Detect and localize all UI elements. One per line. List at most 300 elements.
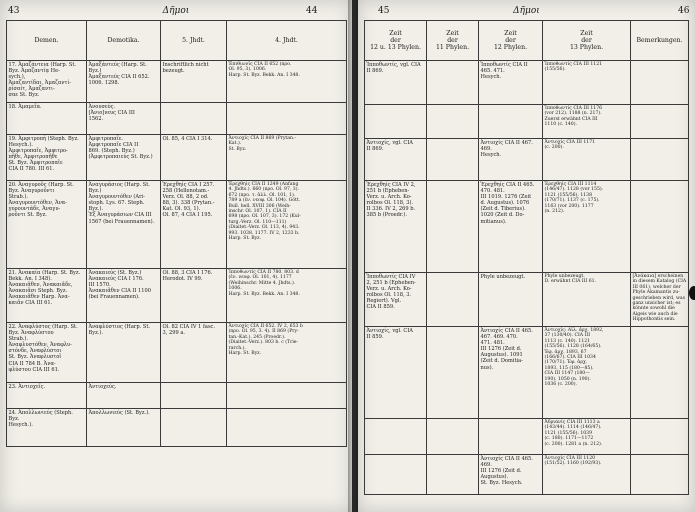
phylen-12-cell [479, 273, 543, 327]
cell-text: Ἐρεχθηίς CIA II 1249 (Anfang [228, 182, 299, 187]
cell-text: γυρουντάδε, Ἀναγυ- [8, 206, 61, 213]
cell-text: St. Byz. [228, 146, 247, 152]
demen-cell [7, 409, 87, 447]
cell-text: ganz unsicher ist; es [632, 301, 681, 307]
cell-text: 1020 (Zeit d. Do- [480, 212, 525, 219]
cell-text: Ἐφ. ἀρχ. 1893, 67 [544, 349, 587, 355]
header-text: der [505, 37, 516, 44]
cell-text: Zuerst erwähnt CIA III [544, 116, 598, 122]
cell-text: Phyle Akamantis zu- [632, 290, 680, 296]
cell-text: rolbos Ol. 118, 3). [366, 200, 414, 207]
cell-text: (155/56). 1128 (164/65). [544, 344, 602, 350]
phylen-13-cell [543, 273, 631, 327]
demotika-cell [87, 181, 161, 269]
header-text: der [447, 37, 458, 44]
cell-text: Ἀνακαιᾶθεν CIA II 1100 [88, 288, 152, 295]
cell-text: (προ. Ol. 95, 3. 4). II 869 (Pry- [228, 329, 299, 335]
phylen-12-cell [479, 419, 543, 455]
jh4-cell [227, 103, 347, 135]
cell-text: Ἀντιοχίς CIA II 652. IV 2, 653 b [228, 324, 303, 329]
table-row [365, 455, 689, 495]
jh4-cell [227, 383, 347, 409]
cell-text: Aigeis wie auch die [632, 311, 678, 317]
column-header [631, 21, 689, 61]
demen-cell [7, 135, 87, 181]
phylen-13-cell [543, 455, 631, 495]
cell-text: Ἀντιοχίς, vgl. CIA [366, 328, 413, 334]
jh4-cell [227, 409, 347, 447]
bemerkungen-cell [631, 105, 689, 139]
cell-text: d. Augustus). 1076 [480, 200, 530, 207]
cell-text: Ἀναγυρουντόθεν, Ἀνα- [8, 200, 67, 207]
phylen-13-cell [543, 327, 631, 419]
cell-text: Ἀμαξάντεύς (Harp. St. [88, 62, 147, 68]
cell-text: mitianus). [480, 218, 507, 225]
cell-text: 23. Ἀντιοχεῖς. [8, 384, 46, 390]
table-row [365, 181, 689, 273]
cell-text: Ἀντιοχίς: Αἰλ. ἀρχ. 1892, [544, 328, 604, 333]
cell-text: Ἐρεχθηίς CIA III 1114 [544, 182, 597, 187]
cell-text: Ἀντιοχεύς. [88, 384, 117, 390]
cell-text: 1121 (155/56). 1039 [544, 430, 593, 436]
header-text: der [390, 37, 401, 44]
cell-text: 2, 251 b (Epheben- [366, 280, 416, 287]
demotika-cell [87, 323, 161, 383]
column-header: Demotika. [87, 21, 161, 61]
cell-text: Inschriftlich nicht [162, 62, 209, 68]
cell-text: Ἀντιοχίς, vgl. CIA [366, 140, 413, 146]
table-row [7, 409, 347, 447]
cell-text: (ἐν. νεοφ. Ol. 101, 4). 1177 [228, 275, 292, 281]
header-text: 13 Phylen. [569, 44, 604, 51]
jh5-cell [161, 61, 227, 103]
jh4-cell [227, 269, 347, 323]
cell-text: Byz.) [88, 188, 102, 195]
table-row [365, 61, 689, 105]
cell-text: (Zeit d. Domitia- [480, 358, 523, 365]
demen-cell [7, 269, 87, 323]
cell-text: 869. (Steph. Byz.) [88, 148, 135, 155]
header-text: 12 u. 13 Phylen. [370, 44, 421, 51]
cell-text: Verz. Ol. 88, 2 od. [162, 194, 209, 201]
phylen-11-cell [427, 105, 479, 139]
table-row [7, 181, 347, 269]
cell-text: (Zeit d. Tiberius). [480, 206, 526, 213]
page-number: 44 [306, 6, 318, 16]
phylen-11-cell [427, 419, 479, 455]
cell-text: (c. 180). 1171—1172 [544, 436, 594, 442]
cell-text: Ἀμφιτροπαῖε, Ἀμφιτρο- [8, 148, 68, 155]
demotika-cell [87, 103, 161, 135]
jh5-cell [161, 323, 227, 383]
table-header [365, 21, 689, 61]
cell-text: Ἀμαζαντίδαι, Ἀμαζαντί- [8, 80, 72, 87]
cell-text: Ἀνακαιᾶσι Steph. Byz. [8, 288, 68, 295]
cell-text: Byz.). [88, 330, 104, 337]
cell-text: Ἐρεχθηίς CIA I 257. [162, 182, 215, 188]
cell-text: 20. Ἀναγυροῦς (Harp. St. [8, 182, 74, 188]
cell-text: Harp. St. Byz. [228, 351, 262, 357]
cell-text: D. erwähnt CIA III 61. [544, 279, 597, 285]
cell-text: Harp. St. Byz. Bekk. An. I 348. [228, 72, 300, 78]
demotika-cell [87, 409, 161, 447]
cell-text: στόνδε, Ἀναφλύστοι [8, 348, 62, 355]
cell-text: Verz. u. Arch. Ko- [366, 194, 412, 201]
cell-text: Ἀμφιτροπαῖε CIA II [88, 142, 139, 149]
cell-text: 258 (Hellenotam.- [162, 188, 210, 195]
column-header: 4. Jhdt. [227, 21, 347, 61]
cell-text: Ἱπποθωντίς CIA II [480, 62, 528, 68]
cell-text: (166/67). CIA III 1034 [544, 355, 596, 361]
phylen-13-cell [543, 105, 631, 139]
cell-text: rolbos Ol. 118, 3. [366, 292, 412, 299]
page-number: 46 [678, 6, 690, 16]
cell-text: Ἀνακαιᾶθεν, Ἀνακαιᾶδε, [8, 282, 73, 289]
cell-text: Byz.). [88, 206, 104, 213]
cell-text: 1163 (vor 200). 1177 [544, 203, 594, 209]
jh5-cell [161, 269, 227, 323]
header-text: Zeit [389, 30, 402, 37]
phylen-11-cell [427, 61, 479, 105]
demen-table [6, 20, 347, 447]
jh5-cell [161, 135, 227, 181]
cell-text: (c. 200). [544, 145, 564, 151]
phylen-12-13-cell [365, 61, 427, 105]
table-row [365, 327, 689, 419]
cell-text: ρίσαίτ, Ἀμαζαντι- [8, 86, 55, 93]
cell-text: Hesych.). [8, 422, 33, 429]
cell-text: (151/52). 1160 (192/93). [544, 461, 602, 467]
running-head-left [6, 6, 346, 20]
cell-text: Ἱπποθωντίς CIA III 1121 [544, 62, 603, 67]
cell-text: (143/44). 1114 (146/47). [544, 425, 602, 431]
cell-text: (n. 212). [544, 209, 565, 215]
cell-text: 465. 471. [480, 68, 505, 75]
table-row [7, 103, 347, 135]
cell-text: Ἀνακαιᾶθεν Harp. Ἀνα- [8, 294, 70, 301]
phylen-table [364, 20, 689, 495]
jh4-cell [227, 323, 347, 383]
header-text: 12 Phylen. [493, 44, 528, 51]
phylen-12-cell [479, 327, 543, 419]
cell-text: [Ἀνιο]νευς CIA III [88, 110, 135, 117]
column-header [365, 21, 427, 61]
header-text: Zeit [504, 30, 517, 37]
running-title: Δῆμοι [162, 6, 190, 16]
cell-text: Byz.) [88, 68, 102, 75]
cell-text: CIA II 784 B. Ἀνα- [8, 360, 56, 367]
cell-text: St. Byz. Ἀναφλυστοῖ [8, 354, 62, 361]
phylen-11-cell [427, 327, 479, 419]
cell-text: sych.), [8, 74, 26, 81]
cell-text: III 1276 (Zeit d. [480, 346, 522, 353]
cell-text: Augustus). 1091 [480, 352, 523, 359]
phylen-13-cell [543, 181, 631, 273]
phylen-12-cell [479, 105, 543, 139]
cell-text: 88, 3). 338 (Prytan.- [162, 200, 215, 207]
cell-text: Ἀνουσεύς. [88, 104, 116, 110]
demen-cell [7, 103, 87, 135]
column-header: 5. Jhdt. [161, 21, 227, 61]
right-page [358, 0, 695, 512]
table-row [365, 419, 689, 455]
bemerkungen-cell [631, 139, 689, 181]
cell-text: Ἐρεχθηίς CIA IV 2, [366, 182, 416, 188]
cell-text: inschr. Ol. 107, 1). CIA II [228, 209, 287, 215]
cell-text: (155/56). [544, 67, 566, 73]
bemerkungen-cell [631, 273, 689, 327]
cell-text: bezeugt. [162, 68, 185, 75]
column-header [543, 21, 631, 61]
cell-text: Ἀναγυρουντόθεν (Ari- [88, 194, 145, 201]
cell-text: Verz. u. Arch. Ko- [366, 286, 412, 293]
cell-text: CIA III 1147 (180— [544, 371, 590, 377]
cell-text: (Weihinschr. Mitte 4. Jhdts.). [228, 280, 296, 286]
demen-cell [7, 383, 87, 409]
cell-text: 19. Ἀμφιτροπή (Steph. Byz. [8, 136, 79, 142]
cell-text: Bull. hell. XVIII 306 (Weih- [228, 203, 291, 209]
cell-text: III 061), welcher der [632, 284, 681, 290]
cell-text: II 859. [366, 334, 384, 341]
cell-text: 789 a (ἐν. νεοφ. Ol. 104). Gött. [228, 198, 301, 204]
table-row [365, 105, 689, 139]
jh4-cell [227, 61, 347, 103]
cell-text: Hesych.). [8, 142, 33, 149]
phylen-11-cell [427, 273, 479, 327]
cell-text: Augustus). [480, 474, 509, 481]
cell-text: CIA II 780. III 61. [8, 166, 55, 173]
demotika-cell [87, 61, 161, 103]
cell-text: St. Byz. Hesych. [480, 480, 523, 487]
cell-text: 1110 (c. 140). [544, 122, 577, 128]
cell-text: 18. Ἀμαμεῖα. [8, 104, 42, 110]
phylen-12-13-cell [365, 327, 427, 419]
cell-text: Bekk. An. I 348). [8, 276, 52, 283]
cell-text: Ol. 85, 4 CIA I 314. [162, 136, 213, 142]
header-text: Zeit [580, 30, 593, 37]
cell-text: Ol. 95, 3). 1006. [228, 67, 267, 73]
cell-text: Hippothontis sein. [632, 317, 676, 323]
cell-text: φλύστου CIA III 61. [8, 366, 60, 373]
cell-text: rarch.). [228, 345, 246, 351]
cell-text: Ἐρεχθηίς CIA II 465. [480, 182, 535, 188]
cell-text: Ἀναφλύστιος (Harp. St. [88, 324, 150, 330]
cell-text: (Diaitet.-Verz. Ol. 113, 4). 943. [228, 225, 300, 231]
page-number: 45 [378, 6, 390, 16]
phylen-13-cell [543, 419, 631, 455]
cell-text: (170/71). 1137 (c. 175). [544, 198, 600, 204]
cell-text: III 1276 (Zeit d. [480, 468, 522, 475]
cell-text: Byz. Ἀναγυροῦντι [8, 188, 55, 195]
cell-text: Byz. Ἀναφλύστου [8, 330, 54, 337]
demotika-cell [87, 383, 161, 409]
table-row [7, 323, 347, 383]
cell-text: σαε St. Byz. [8, 92, 40, 99]
jh5-cell [161, 181, 227, 269]
cell-text: Ἀντιοχίς CIA II 869 (Prytan.- [228, 136, 296, 141]
header-text: 11 Phylen. [435, 44, 470, 51]
cell-text: 4. Jhdts.). 660 (προ. Ol. 97, 3). [228, 187, 299, 193]
page-blot [689, 286, 695, 300]
cell-text: Ἱπποθωντίς CIA II 780. 803. d [228, 270, 299, 275]
cell-text: 21. Ἀνακαία (Harp. St. Byz. [8, 270, 81, 276]
cell-text: Harp. St. Byz. [228, 236, 262, 242]
jh5-cell [161, 383, 227, 409]
cell-text: 1006. [228, 286, 242, 292]
table-row [7, 383, 347, 409]
cell-text: tan.-Kat.). 245 (Proedr.). [228, 334, 286, 340]
page-number: 43 [8, 6, 20, 16]
cell-text: καιᾶν CIA III 61. [8, 300, 53, 307]
cell-text: Hesych. [480, 152, 502, 159]
cell-text: 469. [480, 462, 492, 469]
demen-cell [7, 61, 87, 103]
header-text: der [581, 37, 592, 44]
cell-text: 1113 (c. 140). 1121 [544, 338, 591, 344]
cell-text: 1567 (bei Frauennamen). [88, 218, 155, 225]
table-row [7, 135, 347, 181]
cell-text: 467. 469. 470. [480, 334, 518, 341]
cell-text: Ἱπποθωντίς CIA IV [366, 274, 416, 280]
cell-text: Ἀναφλυστόθεν, Ἀναφλυ- [8, 342, 72, 349]
cell-text: 471. 481. [480, 340, 505, 347]
cell-text: Phyle unbezeugt. [480, 274, 526, 280]
cell-text: [Ἀνάκαια] erscheinen [632, 274, 684, 279]
cell-text: 698 (προ. Ol. 107, 3). 172 (Kul- [228, 214, 301, 220]
cell-text: Byz. Ἀμαζαντίᾳ He- [8, 68, 60, 75]
jh4-cell [227, 135, 347, 181]
bemerkungen-cell [631, 181, 689, 273]
demotika-cell [87, 269, 161, 323]
column-header [427, 21, 479, 61]
column-header [479, 21, 543, 61]
cell-text: 385 b (Proedr.). [366, 212, 408, 219]
running-title: Δῆμοι [513, 6, 540, 16]
cell-text: 1036 (c. 200). [544, 382, 577, 388]
cell-text: 17. Ἀμαζάντεια (Harp. St. [8, 62, 77, 68]
cell-text: Ἀντιοχίς CIA II 467. [480, 140, 533, 146]
phylen-12-cell [479, 181, 543, 273]
phylen-11-cell [427, 181, 479, 273]
table-row [7, 269, 347, 323]
phylen-12-13-cell [365, 105, 427, 139]
cell-text: in diesem Katalog (CIA [632, 279, 687, 285]
phylen-12-cell [479, 455, 543, 495]
cell-text: II 869. [366, 68, 384, 75]
cell-text: Ἀντιοχίς CIA III 1171 [544, 140, 596, 145]
cell-text: Ol. 82 CIA IV 1 fasc. [162, 324, 216, 330]
cell-text: (170/71). Ἐφ. ἀρχ. [544, 360, 588, 366]
cell-text: 190). 1050 (n. 190). [544, 376, 591, 382]
cell-text: (146/47). 1128 (vor 155). [544, 187, 604, 193]
cell-text: Ἀπολλωνιεύς (St. Byz.). [88, 410, 150, 416]
cell-text: III 1570. [88, 282, 111, 289]
cell-text: Ἀνακαιεύς CIA I 176. [88, 276, 144, 283]
cell-text: CIA II 859. [366, 304, 395, 311]
demen-cell [7, 323, 87, 383]
cell-text: 1562. [88, 116, 104, 123]
cell-text: II 869. [366, 146, 384, 153]
demen-cell [7, 181, 87, 269]
phylen-12-cell [479, 61, 543, 105]
cell-text: 470. 481. [480, 188, 505, 195]
cell-text: Ἀδριανίς CIA III 1113 a [544, 420, 600, 425]
phylen-11-cell [427, 455, 479, 495]
phylen-12-13-cell [365, 181, 427, 273]
jh4-cell [227, 181, 347, 269]
table-header [7, 21, 347, 61]
cell-text: 993. 1038. 1177. IV 2, 1233 b. [228, 230, 300, 236]
cell-text: Ἀμαξαντεύς CIA II 652. [88, 74, 150, 81]
jh5-cell [161, 103, 227, 135]
phylen-13-cell [543, 139, 631, 181]
running-head-right [364, 6, 689, 20]
table-row [365, 139, 689, 181]
cell-text: (c. 200). 1281 a (n. 212). [544, 441, 603, 447]
cell-text: II 336. IV 2, 269 b. [366, 206, 416, 213]
cell-text: Ἀνακαιεύς (St. Byz.) [88, 270, 142, 276]
cell-text: Ἀντιοχίς CIA II 465. [480, 456, 533, 462]
cell-text: Kat. Ol. 93, 1). [162, 206, 201, 213]
cell-text: 469. [480, 146, 492, 153]
cell-text: 1893, 115 (180—85). [544, 365, 594, 371]
table-row [7, 61, 347, 103]
cell-text: turg.-Verz. Ol. 110—111) [228, 219, 287, 225]
cell-text: Herodot. IV 99. [162, 276, 203, 283]
phylen-12-13-cell [365, 455, 427, 495]
cell-text: Ἱπποθωντίς, vgl. CIA [366, 62, 421, 68]
cell-text: Ἐπιθιωνῖς CIA II 652 (προ. [228, 62, 292, 67]
cell-text: ροῦντι St. Byz. [8, 212, 47, 219]
cell-text: 24. Ἀπολλωνιεύς (Steph. Byz. [8, 410, 73, 423]
cell-text: 1121 (155/56). 1138 [544, 192, 593, 198]
phylen-12-cell [479, 139, 543, 181]
cell-text: nus). [480, 364, 494, 371]
cell-text: Kat.). [228, 141, 242, 147]
cell-text: 1006. 1298. [88, 80, 120, 87]
cell-text: III 1019. 1276 (Zeit [480, 194, 532, 201]
table-row [365, 273, 689, 327]
cell-text: 251 b (Epheben- [366, 188, 410, 195]
phylen-12-13-cell [365, 139, 427, 181]
phylen-11-cell [427, 139, 479, 181]
cell-text: Ol. 87, 4 CIA I 195. [162, 212, 213, 219]
column-header: Demen. [7, 21, 87, 61]
cell-text: Ἀντιοχίς CIA II 465. [480, 328, 533, 334]
cell-text: St. Byz. Ἀμφιτροπαῖε [8, 160, 63, 167]
cell-text: 37 (130/40). CIA III [544, 333, 591, 339]
bemerkungen-cell [631, 419, 689, 455]
bemerkungen-cell [631, 327, 689, 419]
cell-text: (Diaitet.-Verz.). 803 b. c (Trie- [228, 340, 299, 346]
cell-text: stoph. Lys. 67. Steph. [88, 200, 145, 207]
cell-text: 672 (προ. τ. ἀλλ. Ol. 101, 1). [228, 192, 296, 198]
cell-text: 22. Ἀναφλύστος (Harp. St. [8, 324, 78, 330]
cell-text: Ἱπποθωντίς CIA III 1176 [544, 106, 603, 111]
cell-text: 3, 299 a. [162, 330, 185, 337]
cell-text: πῆθε, Ἀμφιτροπῆθε [8, 154, 58, 161]
cell-text: Phyle unbezeugt. [544, 274, 585, 279]
cell-text: Ἀμφιτροπαῖε. [88, 136, 123, 142]
cell-text: (vor 212). 1188 (n. 217). [544, 111, 602, 117]
cell-text: Harp. St. Byz. Bekk. An. I 348. [228, 291, 300, 297]
demotika-cell [87, 135, 161, 181]
bemerkungen-cell [631, 455, 689, 495]
phylen-12-13-cell [365, 273, 427, 327]
cell-text: Hesych. [480, 74, 502, 81]
cell-text: (Ἀμφιτροπαιεύς St. Byz.) [88, 154, 153, 161]
cell-text: Ol. 88, 3 CIA I 176. [162, 270, 213, 276]
